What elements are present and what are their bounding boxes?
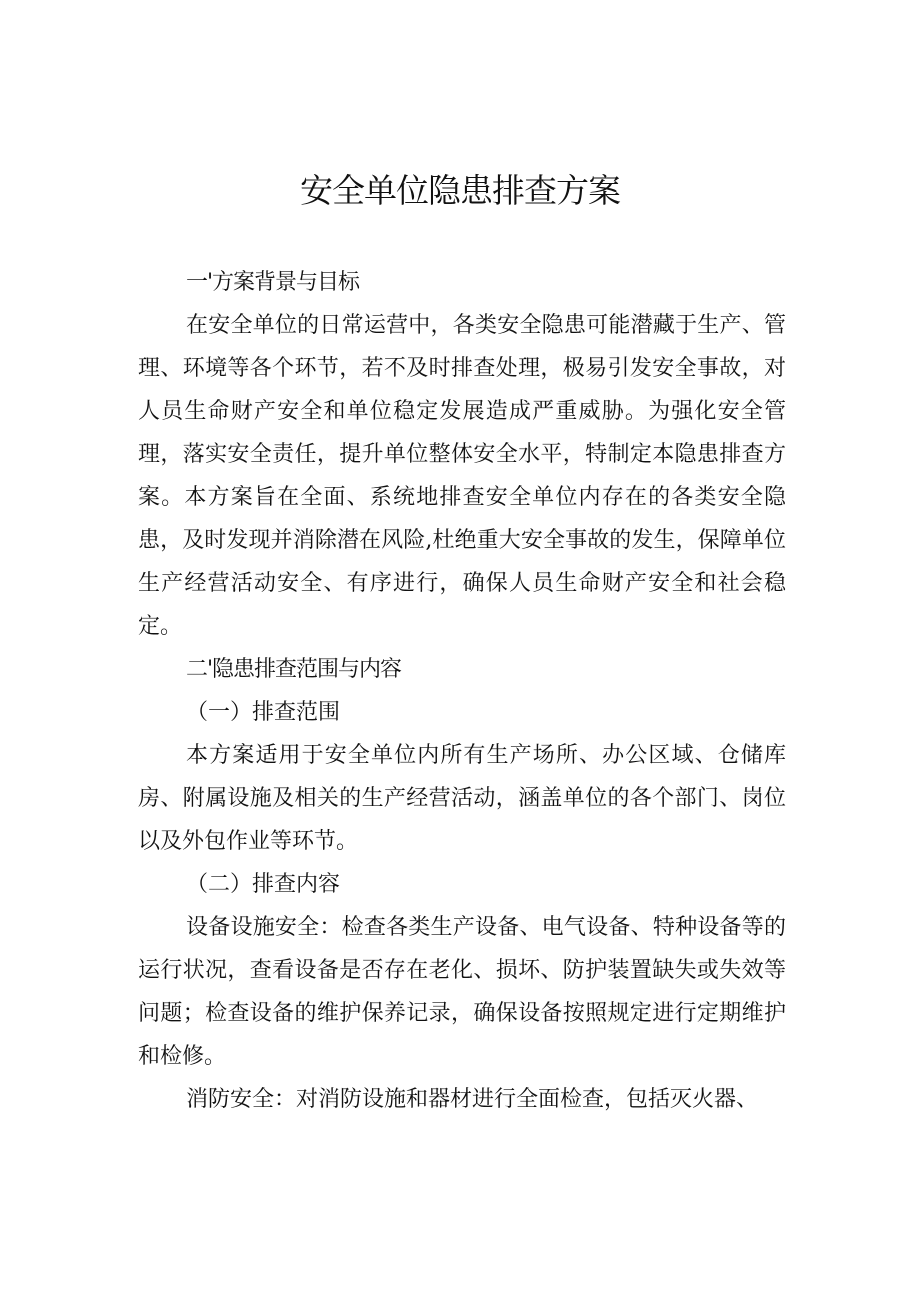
section-2-heading: 二'隐患排查范围与内容 <box>186 657 402 682</box>
document-body <box>138 261 786 1121</box>
fire-safety-paragraph: 消防安全：对消防设施和器材进行全面检查，包括灭火器、 <box>186 1087 759 1112</box>
subsection-scope-paragraph: 本方案适用于安全单位内所有生产场所、办公区域、仓储库房、附属设施及相关的生产经营活动，涵盖单位的各个部门、岗位以及外包作业等环节。 <box>138 743 786 854</box>
equipment-safety-paragraph: 设备设施安全：检查各类生产设备、电气设备、特种设备等的运行状况，查看设备是否存在老化、损坏、防护装置缺失或失效等问题；检查设备的维护保养记录，确保设备按照规定进行定期维护和检修。 <box>138 915 786 1069</box>
subsection-content-label: （二）排查内容 <box>186 872 341 897</box>
document-title: 安全单位隐患排查方案 <box>300 171 620 210</box>
section-1-heading: 一'方案背景与目标 <box>186 270 360 295</box>
subsection-scope-label: （一）排查范围 <box>186 700 341 725</box>
section-1-paragraph: 在安全单位的日常运营中，各类安全隐患可能潜藏于生产、管理、环境等各个环节，若不及时排查处理，极易引发安全事故，对人员生命财产安全和单位稳定发展造成严重威胁。为强化安全管理，落实安全责任，提升单位整体安全水平，特制定本隐患排查方案。本方案旨在全面、系统地排查安全单位内存在的各类安全隐患，及时发现并消除潜在风险,杜绝重大安全事故的发生，保障单位生产经营活动安全、有序进行，确保人员生命财产安全和社会稳定。 <box>138 313 786 639</box>
